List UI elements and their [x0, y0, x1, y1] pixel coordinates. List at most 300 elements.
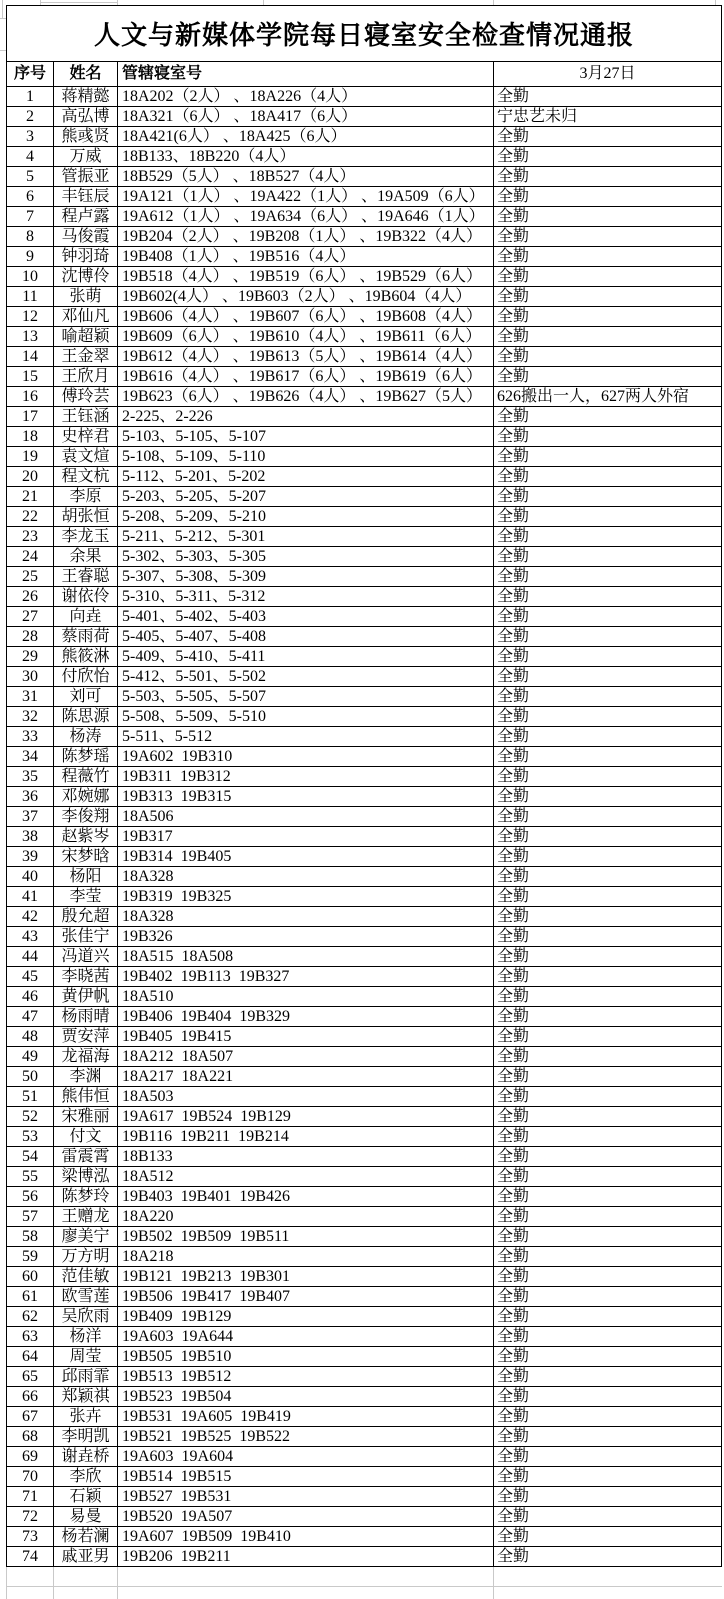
- table-row: [7, 1007, 721, 1027]
- row-index-cell: 19: [7, 447, 54, 466]
- row-name-cell: 李晓茜: [54, 967, 118, 986]
- table-row: [7, 787, 721, 807]
- row-rooms-cell: 5-203、5-205、5-207: [118, 487, 494, 506]
- row-status-cell: 全勤: [497, 287, 530, 305]
- row-index-cell: 62: [7, 1307, 54, 1326]
- row-name-cell: 廖美宁: [54, 1227, 118, 1246]
- row-index-cell: 65: [7, 1367, 54, 1386]
- row-rooms-cell: 19B403 19B401 19B426: [118, 1187, 494, 1206]
- table-row: [7, 167, 721, 187]
- row-status-cell: 全勤: [497, 967, 530, 985]
- table-header-row: [7, 62, 721, 87]
- row-status-cell: 全勤: [497, 527, 530, 545]
- row-status-cell: 全勤: [497, 907, 530, 925]
- table-row: [7, 647, 721, 667]
- table-row: [7, 587, 721, 607]
- sheet-gridline: [6, 1586, 722, 1587]
- row-status-cell: 全勤: [497, 267, 530, 285]
- row-index-cell: 54: [7, 1147, 54, 1166]
- row-status-cell: 全勤: [497, 1107, 530, 1125]
- row-status-cell: 全勤: [497, 327, 530, 345]
- row-index-cell: 73: [7, 1527, 54, 1546]
- table-row: [7, 427, 721, 447]
- table-row: [7, 1127, 721, 1147]
- table-row: [7, 527, 721, 547]
- row-rooms-cell: 19B408（1人） 、19B516（4人）: [118, 247, 494, 266]
- row-name-cell: 陈思源: [54, 707, 118, 726]
- row-name-cell: 熊伟恒: [54, 1087, 118, 1106]
- table-row: [7, 967, 721, 987]
- row-rooms-cell: 19B518（4人） 、19B519（6人） 、19B529（6人）: [118, 267, 494, 286]
- row-index-cell: 52: [7, 1107, 54, 1126]
- row-name-cell: 李龙玉: [54, 527, 118, 546]
- row-status-cell: 全勤: [497, 887, 530, 905]
- table-row: [7, 1187, 721, 1207]
- row-rooms-cell: 18A217 18A221: [118, 1067, 494, 1086]
- row-index-cell: 20: [7, 467, 54, 486]
- row-name-cell: 黄伊帆: [54, 987, 118, 1006]
- row-index-cell: 7: [7, 207, 54, 226]
- row-name-cell: 蒋精懿: [54, 87, 118, 106]
- row-index-cell: 21: [7, 487, 54, 506]
- row-name-cell: 李渊: [54, 1067, 118, 1086]
- row-name-cell: 熊彧贤: [54, 127, 118, 146]
- row-name-cell: 袁文煊: [54, 447, 118, 466]
- row-rooms-cell: 19B326: [118, 927, 494, 946]
- row-name-cell: 范佳敏: [54, 1267, 118, 1286]
- row-status-cell: 全勤: [497, 1307, 530, 1325]
- row-status-cell: 宁忠艺未归: [497, 107, 578, 125]
- row-status-cell: 全勤: [497, 467, 530, 485]
- row-name-cell: 王金翠: [54, 347, 118, 366]
- row-index-cell: 43: [7, 927, 54, 946]
- row-rooms-cell: 19B313 19B315: [118, 787, 494, 806]
- row-index-cell: 30: [7, 667, 54, 686]
- row-rooms-cell: 18A218: [118, 1247, 494, 1266]
- row-rooms-cell: 5-103、5-105、5-107: [118, 427, 494, 446]
- table-row: [7, 487, 721, 507]
- row-index-cell: 12: [7, 307, 54, 326]
- column-header-index: 序号: [7, 62, 54, 86]
- row-status-cell: 全勤: [497, 227, 530, 245]
- row-name-cell: 贾安萍: [54, 1027, 118, 1046]
- row-status-cell: 全勤: [497, 1147, 530, 1165]
- table-row: [7, 387, 721, 407]
- row-name-cell: 喻超颖: [54, 327, 118, 346]
- row-name-cell: 沈博伶: [54, 267, 118, 286]
- row-status-cell: 全勤: [497, 607, 530, 625]
- table-row: [7, 287, 721, 307]
- row-rooms-cell: 19B405 19B415: [118, 1027, 494, 1046]
- row-rooms-cell: 19B513 19B512: [118, 1367, 494, 1386]
- row-name-cell: 万威: [54, 147, 118, 166]
- row-rooms-cell: 19B502 19B509 19B511: [118, 1227, 494, 1246]
- row-status-cell: 全勤: [497, 1167, 530, 1185]
- page-title: 人文与新媒体学院每日寝室安全检查情况通报: [93, 21, 634, 50]
- row-index-cell: 13: [7, 327, 54, 346]
- table-row: [7, 187, 721, 207]
- row-status-cell: 全勤: [497, 427, 530, 445]
- column-header-rooms: 管辖寝室号: [118, 62, 494, 86]
- row-status-cell: 全勤: [497, 407, 530, 425]
- table-row: [7, 1347, 721, 1367]
- row-index-cell: 26: [7, 587, 54, 606]
- row-name-cell: 宋雅丽: [54, 1107, 118, 1126]
- table-row: [7, 927, 721, 947]
- row-rooms-cell: 19B121 19B213 19B301: [118, 1267, 494, 1286]
- row-index-cell: 42: [7, 907, 54, 926]
- row-status-cell: 全勤: [497, 947, 530, 965]
- table-row: [7, 1507, 721, 1527]
- row-rooms-cell: 5-302、5-303、5-305: [118, 547, 494, 566]
- row-rooms-cell: 5-508、5-509、5-510: [118, 707, 494, 726]
- row-index-cell: 9: [7, 247, 54, 266]
- table-row: [7, 947, 721, 967]
- row-index-cell: 25: [7, 567, 54, 586]
- row-rooms-cell: 18A506: [118, 807, 494, 826]
- row-status-cell: 全勤: [497, 687, 530, 705]
- table-row: [7, 607, 721, 627]
- row-status-cell: 全勤: [497, 1007, 530, 1025]
- column-header-name: 姓名: [54, 62, 118, 86]
- row-status-cell: 全勤: [497, 1127, 530, 1145]
- row-rooms-cell: 2-225、2-226: [118, 407, 494, 426]
- row-status-cell: 全勤: [497, 667, 530, 685]
- row-rooms-cell: 19B402 19B113 19B327: [118, 967, 494, 986]
- row-rooms-cell: 5-208、5-209、5-210: [118, 507, 494, 526]
- row-index-cell: 37: [7, 807, 54, 826]
- row-index-cell: 34: [7, 747, 54, 766]
- row-status-cell: 全勤: [497, 1047, 530, 1065]
- row-rooms-cell: 19B602(4人） 、19B603（2人） 、19B604（4人）: [118, 287, 494, 306]
- row-name-cell: 程薇竹: [54, 767, 118, 786]
- row-name-cell: 宋梦晗: [54, 847, 118, 866]
- table-row: [7, 827, 721, 847]
- row-rooms-cell: 18B529（5人） 、18B527（4人）: [118, 167, 494, 186]
- row-status-cell: 全勤: [497, 927, 530, 945]
- row-status-cell: 全勤: [497, 367, 530, 385]
- row-name-cell: 刘可: [54, 687, 118, 706]
- inspection-table: [6, 5, 722, 1567]
- row-status-cell: 全勤: [497, 247, 530, 265]
- row-status-cell: 全勤: [497, 347, 530, 365]
- row-rooms-cell: 18B133: [118, 1147, 494, 1166]
- row-name-cell: 杨涛: [54, 727, 118, 746]
- row-index-cell: 46: [7, 987, 54, 1006]
- row-name-cell: 石颖: [54, 1487, 118, 1506]
- table-row: [7, 1447, 721, 1467]
- sheet-gridline: [6, 1567, 7, 1599]
- table-row: [7, 467, 721, 487]
- row-status-cell: 全勤: [497, 1447, 530, 1465]
- row-name-cell: 戚亚男: [54, 1547, 118, 1566]
- table-row: [7, 407, 721, 427]
- table-row: [7, 1107, 721, 1127]
- row-status-cell: 全勤: [497, 1347, 530, 1365]
- table-row: [7, 1247, 721, 1267]
- table-row: [7, 1407, 721, 1427]
- row-name-cell: 李俊翔: [54, 807, 118, 826]
- row-name-cell: 李原: [54, 487, 118, 506]
- table-row: [7, 547, 721, 567]
- row-name-cell: 冯道兴: [54, 947, 118, 966]
- row-status-cell: 全勤: [497, 1087, 530, 1105]
- row-status-cell: 全勤: [497, 1367, 530, 1385]
- row-index-cell: 10: [7, 267, 54, 286]
- row-rooms-cell: 19B204（2人） 、19B208（1人） 、19B322（4人）: [118, 227, 494, 246]
- row-status-cell: 全勤: [497, 487, 530, 505]
- row-index-cell: 16: [7, 387, 54, 406]
- row-name-cell: 李莹: [54, 887, 118, 906]
- row-rooms-cell: 19B409 19B129: [118, 1307, 494, 1326]
- row-rooms-cell: 18A328: [118, 907, 494, 926]
- column-header-date: 3月27日: [579, 65, 636, 82]
- row-index-cell: 15: [7, 367, 54, 386]
- table-row: [7, 887, 721, 907]
- table-row: [7, 727, 721, 747]
- row-index-cell: 61: [7, 1287, 54, 1306]
- row-rooms-cell: 18A212 18A507: [118, 1047, 494, 1066]
- table-row: [7, 1367, 721, 1387]
- row-index-cell: 53: [7, 1127, 54, 1146]
- row-rooms-cell: 19B317: [118, 827, 494, 846]
- row-name-cell: 胡张恒: [54, 507, 118, 526]
- row-index-cell: 70: [7, 1467, 54, 1486]
- row-rooms-cell: 19A603 19A644: [118, 1327, 494, 1346]
- row-status-cell: 全勤: [497, 1207, 530, 1225]
- row-status-cell: 全勤: [497, 1387, 530, 1405]
- row-index-cell: 56: [7, 1187, 54, 1206]
- row-rooms-cell: 5-310、5-311、5-312: [118, 587, 494, 606]
- row-status-cell: 全勤: [497, 1187, 530, 1205]
- row-name-cell: 马俊霞: [54, 227, 118, 246]
- row-index-cell: 28: [7, 627, 54, 646]
- row-index-cell: 69: [7, 1447, 54, 1466]
- row-name-cell: 张佳宁: [54, 927, 118, 946]
- row-index-cell: 67: [7, 1407, 54, 1426]
- row-name-cell: 邱雨霏: [54, 1367, 118, 1386]
- row-name-cell: 高弘博: [54, 107, 118, 126]
- row-rooms-cell: 19A617 19B524 19B129: [118, 1107, 494, 1126]
- row-index-cell: 14: [7, 347, 54, 366]
- row-name-cell: 万方明: [54, 1247, 118, 1266]
- table-row: [7, 1167, 721, 1187]
- row-rooms-cell: 19B311 19B312: [118, 767, 494, 786]
- table-row: [7, 1087, 721, 1107]
- row-index-cell: 27: [7, 607, 54, 626]
- row-index-cell: 33: [7, 727, 54, 746]
- row-rooms-cell: 19B206 19B211: [118, 1547, 494, 1566]
- row-name-cell: 杨若澜: [54, 1527, 118, 1546]
- row-status-cell: 全勤: [497, 1067, 530, 1085]
- row-name-cell: 李欣: [54, 1467, 118, 1486]
- row-status-cell: 全勤: [497, 567, 530, 585]
- row-status-cell: 全勤: [497, 1507, 530, 1525]
- row-status-cell: 全勤: [497, 1247, 530, 1265]
- row-name-cell: 蔡雨荷: [54, 627, 118, 646]
- row-index-cell: 11: [7, 287, 54, 306]
- row-rooms-cell: 5-503、5-505、5-507: [118, 687, 494, 706]
- row-index-cell: 55: [7, 1167, 54, 1186]
- sheet-gridline: [493, 1567, 494, 1599]
- row-name-cell: 付文: [54, 1127, 118, 1146]
- row-name-cell: 王钰涵: [54, 407, 118, 426]
- row-name-cell: 欧雪莲: [54, 1287, 118, 1306]
- row-index-cell: 50: [7, 1067, 54, 1086]
- row-name-cell: 杨雨晴: [54, 1007, 118, 1026]
- table-row: [7, 227, 721, 247]
- table-row: [7, 247, 721, 267]
- row-index-cell: 66: [7, 1387, 54, 1406]
- row-index-cell: 38: [7, 827, 54, 846]
- row-rooms-cell: 18B133、18B220（4人）: [118, 147, 494, 166]
- row-name-cell: 邓婉娜: [54, 787, 118, 806]
- table-row: [7, 1427, 721, 1447]
- row-rooms-cell: 18A503: [118, 1087, 494, 1106]
- row-index-cell: 41: [7, 887, 54, 906]
- row-index-cell: 74: [7, 1547, 54, 1566]
- row-status-cell: 全勤: [497, 767, 530, 785]
- row-status-cell: 全勤: [497, 1027, 530, 1045]
- row-rooms-cell: 19B612（4人） 、19B613（5人） 、19B614（4人）: [118, 347, 494, 366]
- row-rooms-cell: 19B521 19B525 19B522: [118, 1427, 494, 1446]
- table-row: [7, 347, 721, 367]
- title-cell: [7, 6, 721, 62]
- row-status-cell: 全勤: [497, 707, 530, 725]
- row-index-cell: 17: [7, 407, 54, 426]
- row-index-cell: 5: [7, 167, 54, 186]
- row-rooms-cell: 5-211、5-212、5-301: [118, 527, 494, 546]
- row-status-cell: 全勤: [497, 827, 530, 845]
- row-status-cell: 全勤: [497, 187, 530, 205]
- row-status-cell: 全勤: [497, 1467, 530, 1485]
- row-rooms-cell: 19B514 19B515: [118, 1467, 494, 1486]
- row-status-cell: 全勤: [497, 1267, 530, 1285]
- row-rooms-cell: 19B527 19B531: [118, 1487, 494, 1506]
- row-index-cell: 45: [7, 967, 54, 986]
- row-rooms-cell: 19A612（1人） 、19A634（6人） 、19A646（1人）: [118, 207, 494, 226]
- row-name-cell: 陈梦玲: [54, 1187, 118, 1206]
- table-row: [7, 367, 721, 387]
- row-index-cell: 24: [7, 547, 54, 566]
- row-index-cell: 51: [7, 1087, 54, 1106]
- row-name-cell: 程文杭: [54, 467, 118, 486]
- row-index-cell: 44: [7, 947, 54, 966]
- row-index-cell: 39: [7, 847, 54, 866]
- table-row: [7, 907, 721, 927]
- row-status-cell: 全勤: [497, 127, 530, 145]
- row-rooms-cell: 19B319 19B325: [118, 887, 494, 906]
- table-row: [7, 1467, 721, 1487]
- row-rooms-cell: 18A515 18A508: [118, 947, 494, 966]
- table-row: [7, 1307, 721, 1327]
- row-status-cell: 全勤: [497, 87, 530, 105]
- row-rooms-cell: 19B606（4人） 、19B607（6人） 、19B608（4人）: [118, 307, 494, 326]
- row-index-cell: 49: [7, 1047, 54, 1066]
- row-name-cell: 陈梦瑶: [54, 747, 118, 766]
- row-index-cell: 36: [7, 787, 54, 806]
- row-name-cell: 李明凯: [54, 1427, 118, 1446]
- row-index-cell: 23: [7, 527, 54, 546]
- row-status-cell: 全勤: [497, 587, 530, 605]
- row-rooms-cell: 19A121（1人） 、19A422（1人） 、19A509（6人）: [118, 187, 494, 206]
- row-name-cell: 龙福海: [54, 1047, 118, 1066]
- table-row: [7, 127, 721, 147]
- row-rooms-cell: 19A603 19A604: [118, 1447, 494, 1466]
- row-index-cell: 2: [7, 107, 54, 126]
- table-row: [7, 1147, 721, 1167]
- row-rooms-cell: 5-112、5-201、5-202: [118, 467, 494, 486]
- row-status-cell: 全勤: [497, 507, 530, 525]
- row-rooms-cell: 19B623（6人） 、19B626（4人） 、19B627（5人）: [118, 387, 494, 406]
- row-rooms-cell: 5-307、5-308、5-309: [118, 567, 494, 586]
- row-rooms-cell: 18A321（6人） 、18A417（6人）: [118, 107, 494, 126]
- row-rooms-cell: 19B314 19B405: [118, 847, 494, 866]
- row-name-cell: 谢依伶: [54, 587, 118, 606]
- row-name-cell: 向垚: [54, 607, 118, 626]
- row-name-cell: 周莹: [54, 1347, 118, 1366]
- table-row: [7, 807, 721, 827]
- row-rooms-cell: 5-108、5-109、5-110: [118, 447, 494, 466]
- row-index-cell: 48: [7, 1027, 54, 1046]
- table-row: [7, 767, 721, 787]
- row-name-cell: 郑颖祺: [54, 1387, 118, 1406]
- table-row: [7, 1287, 721, 1307]
- row-index-cell: 6: [7, 187, 54, 206]
- row-status-cell: 全勤: [497, 1227, 530, 1245]
- row-name-cell: 丰钰辰: [54, 187, 118, 206]
- row-rooms-cell: 18A220: [118, 1207, 494, 1226]
- row-index-cell: 72: [7, 1507, 54, 1526]
- row-name-cell: 谢垚桥: [54, 1447, 118, 1466]
- row-rooms-cell: 19B406 19B404 19B329: [118, 1007, 494, 1026]
- row-rooms-cell: 19B505 19B510: [118, 1347, 494, 1366]
- sheet-gridline: [117, 1567, 118, 1599]
- table-row: [7, 1047, 721, 1067]
- table-row: [7, 707, 721, 727]
- table-row: [7, 667, 721, 687]
- row-rooms-cell: 19B520 19A507: [118, 1507, 494, 1526]
- row-status-cell: 全勤: [497, 647, 530, 665]
- row-name-cell: 张萌: [54, 287, 118, 306]
- row-status-cell: 全勤: [497, 147, 530, 165]
- row-rooms-cell: 19B616（4人） 、19B617（6人） 、19B619（6人）: [118, 367, 494, 386]
- row-index-cell: 35: [7, 767, 54, 786]
- row-rooms-cell: 19B609（6人） 、19B610（4人） 、19B611（6人）: [118, 327, 494, 346]
- table-row: [7, 627, 721, 647]
- row-index-cell: 32: [7, 707, 54, 726]
- row-index-cell: 8: [7, 227, 54, 246]
- row-status-cell: 全勤: [497, 207, 530, 225]
- row-name-cell: 傅玲芸: [54, 387, 118, 406]
- row-index-cell: 31: [7, 687, 54, 706]
- table-row: [7, 447, 721, 467]
- row-index-cell: 29: [7, 647, 54, 666]
- row-rooms-cell: 18A202（2人） 、18A226（4人）: [118, 87, 494, 106]
- table-row: [7, 867, 721, 887]
- row-rooms-cell: 5-412、5-501、5-502: [118, 667, 494, 686]
- row-name-cell: 杨洋: [54, 1327, 118, 1346]
- row-status-cell: 全勤: [497, 1407, 530, 1425]
- row-status-cell: 全勤: [497, 787, 530, 805]
- row-status-cell: 全勤: [497, 747, 530, 765]
- row-index-cell: 18: [7, 427, 54, 446]
- row-name-cell: 程卢露: [54, 207, 118, 226]
- row-status-cell: 全勤: [497, 547, 530, 565]
- table-row: [7, 147, 721, 167]
- row-rooms-cell: 19A607 19B509 19B410: [118, 1527, 494, 1546]
- table-row: [7, 307, 721, 327]
